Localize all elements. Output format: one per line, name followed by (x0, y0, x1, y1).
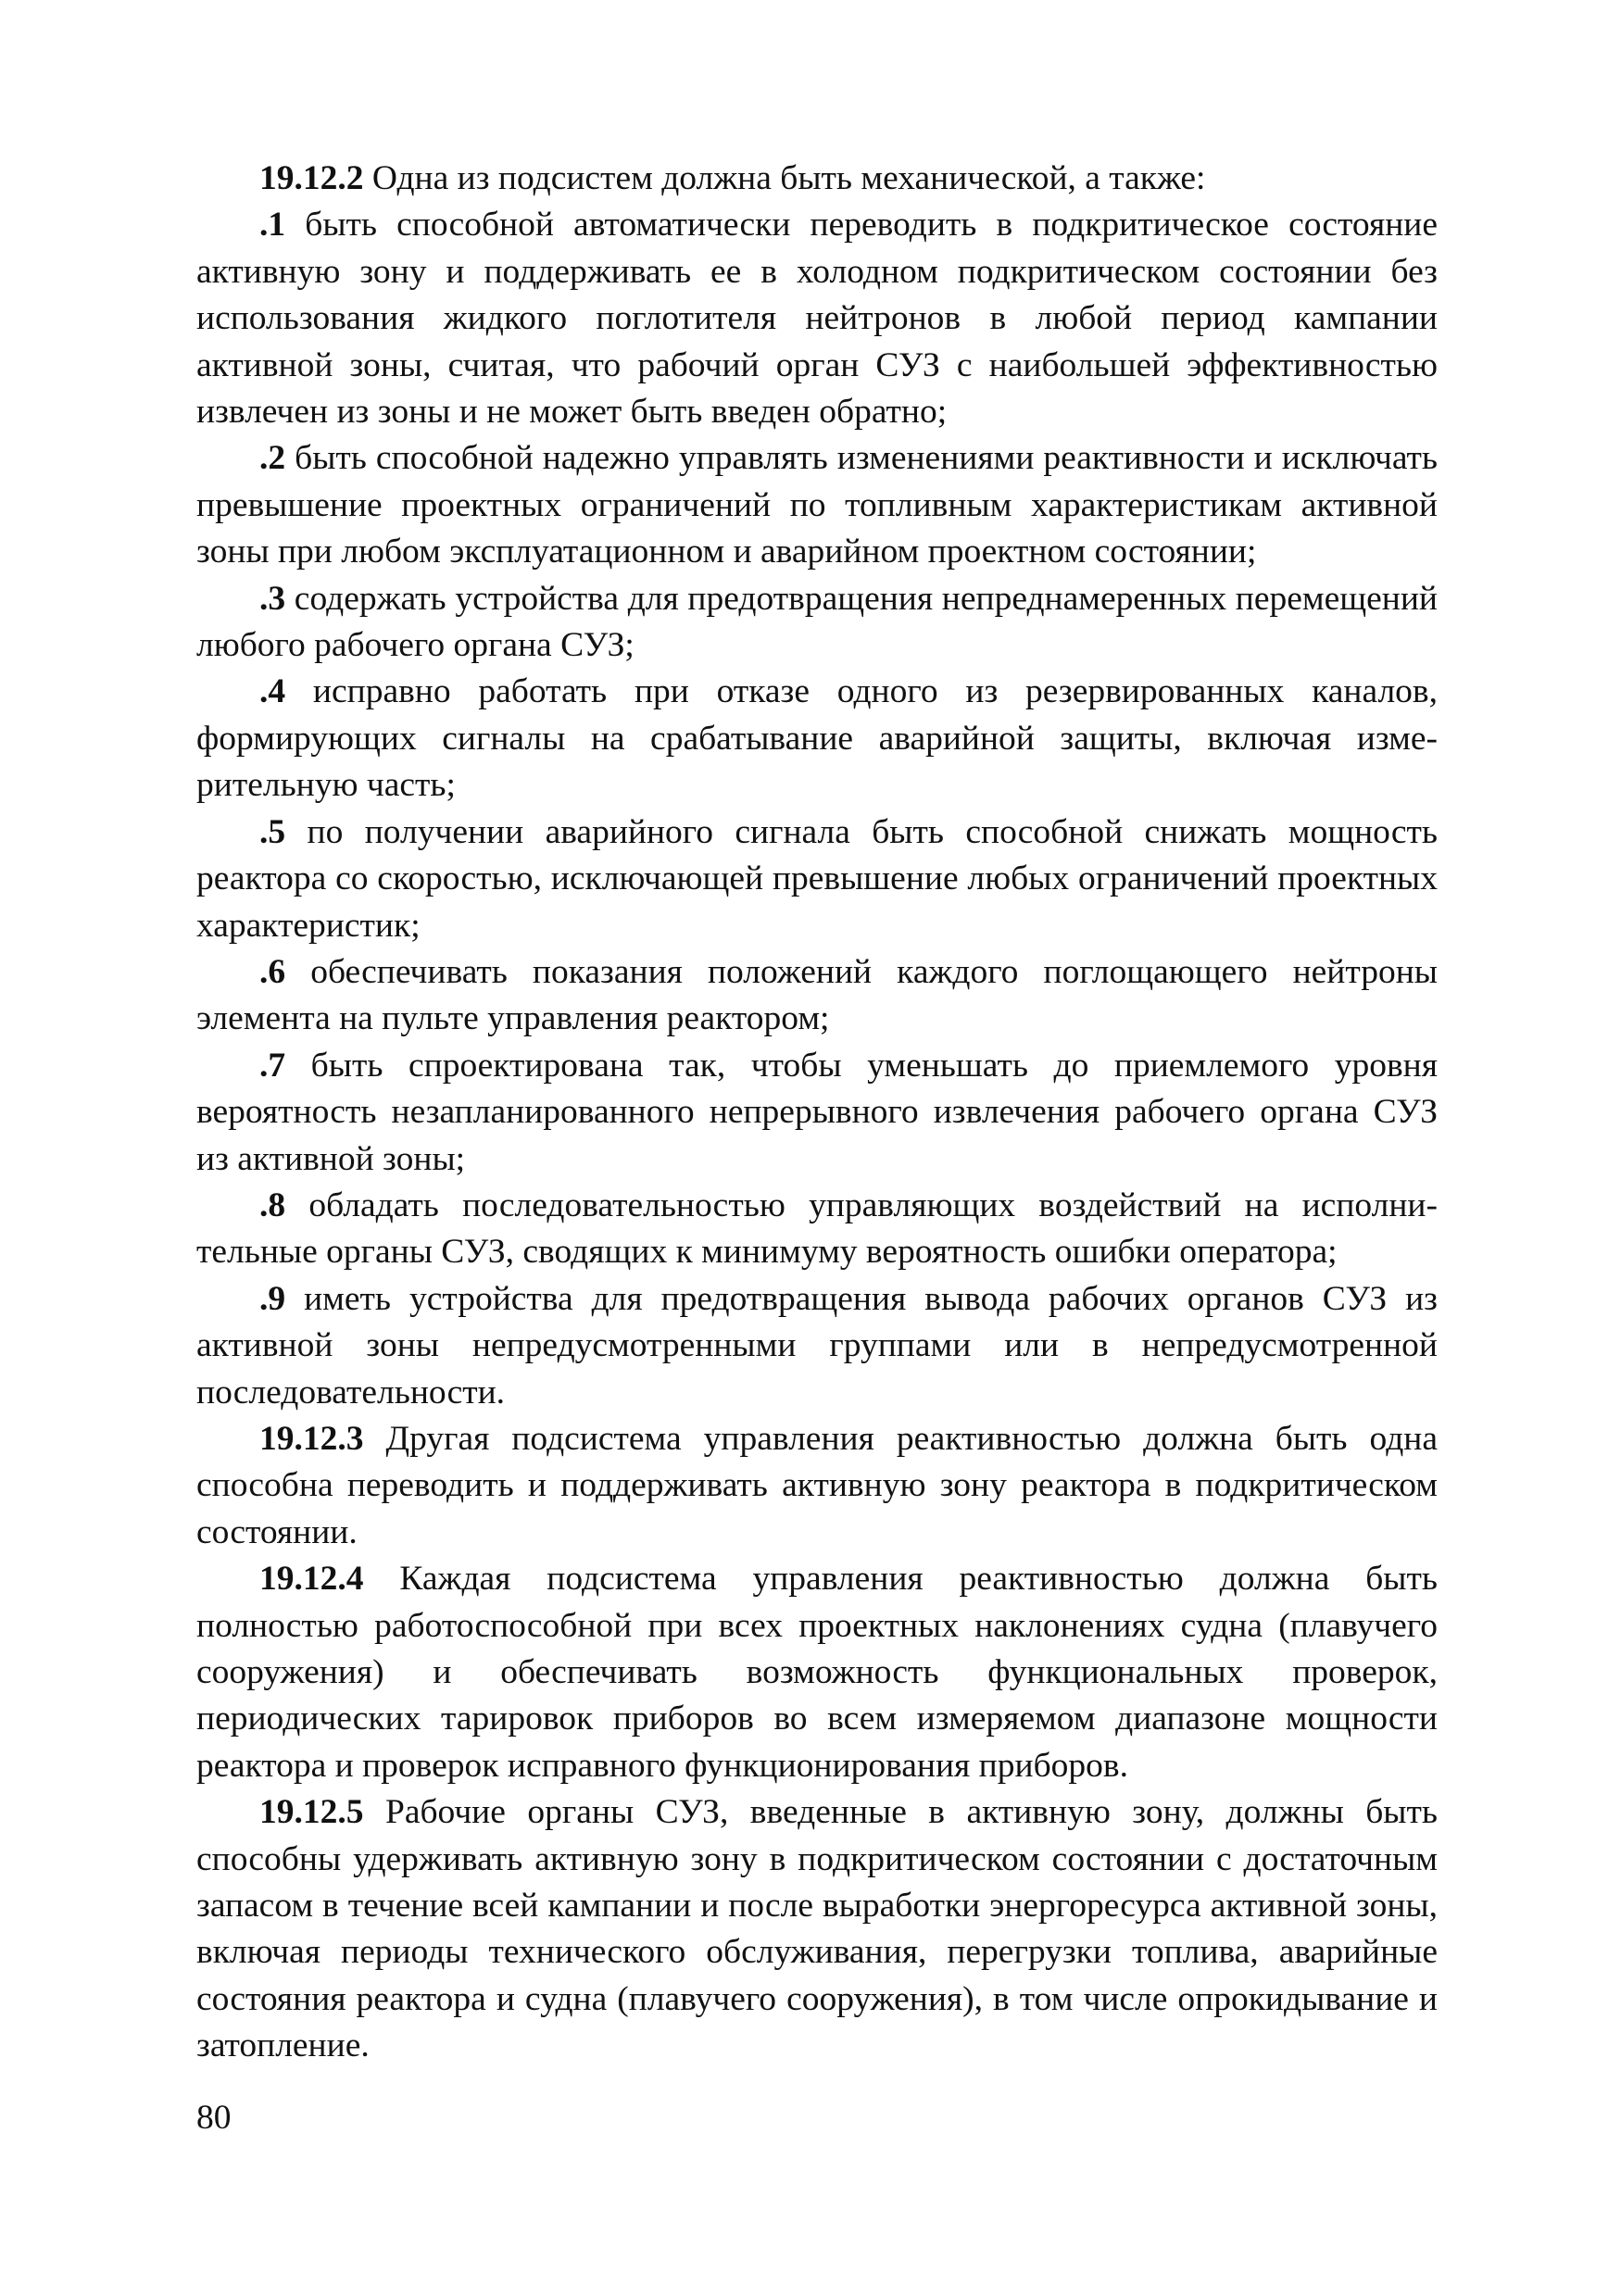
paragraph-19-12-5 (196, 1789, 1438, 2069)
paragraph-item-4 (196, 669, 1438, 809)
clause-text: по получении аварийного сигнала быть способной снижать мощность реактора со скоростью, исключающей превышение любых ограничений проектных характеристик; (196, 812, 1438, 945)
clause-text: быть способной надежно управлять изменениями реактивности и исключать превышение проектных ограничений по топливным характеристикам активной зоны при любом эксплуатационном и аварийном проектном состоянии; (196, 439, 1438, 571)
clause-number: 19.12.5 (259, 1793, 364, 1832)
clause-number: .1 (259, 206, 286, 245)
paragraph-item-1 (196, 202, 1438, 435)
paragraph-item-8 (196, 1183, 1438, 1276)
paragraph-item-6 (196, 949, 1438, 1043)
clause-text: иметь устройства для предотвращения вывода рабочих органов СУЗ из активной зоны непредусмотренными группами или в непредусмотренной последовательности. (196, 1279, 1438, 1411)
clause-text: Рабочие органы СУЗ, введенные в активную зону, должны быть способны удерживать активную зону в подкритическом состоянии с достаточным запасом в течение всей кампании и после выработки энергоресурса активной зоны, включая периоды технического обслуживания, перегрузки топлива, аварийные состояния реактора и судна (плавучего сооружения), в том числе опрокидывание и затопление. (196, 1793, 1438, 2065)
paragraph-item-7 (196, 1043, 1438, 1183)
clause-number: .5 (259, 812, 286, 851)
clause-text: обладать последовательностью управляющих воздействий на исполнительные органы СУЗ, сводящих к минимуму вероятность ошибки оператора; (196, 1186, 1438, 1272)
clause-number: 19.12.3 (259, 1419, 364, 1458)
clause-text: Одна из подсистем должна быть механической, а также: (363, 159, 1206, 197)
clause-text: обеспечивать показания положений каждого поглощающего нейтроны элемента на пульте управления реактором; (196, 952, 1438, 1038)
paragraph-19-12-3 (196, 1416, 1438, 1556)
clause-number: .9 (259, 1279, 286, 1318)
clause-text: Каждая подсистема управления реактивностью должна быть полностью работоспособной при всех проектных наклонениях судна (плавучего сооружения) и обеспечивать возможность функциональных проверок, периодических тарировок приборов во всем измеряемом диапазоне мощности реактора и проверок исправного функционирования приборов. (196, 1560, 1438, 1785)
clause-number: 19.12.2 (259, 159, 364, 197)
paragraph-item-5 (196, 809, 1438, 949)
clause-number: 19.12.4 (259, 1560, 364, 1599)
clause-text: содержать устройства для предотвращения непреднамеренных перемещений любого рабочего органа СУЗ; (196, 579, 1438, 665)
page-body (196, 156, 1438, 2070)
clause-number: .8 (259, 1186, 286, 1224)
paragraph-19-12-4 (196, 1556, 1438, 1789)
clause-number: .7 (259, 1046, 286, 1085)
clause-text: Другая подсистема управления реактивностью должна быть одна способна переводить и поддерживать активную зону реактора в подкритическом состоянии. (196, 1419, 1438, 1551)
clause-text: исправно работать при отказе одного из резервированных каналов, формирующих сигналы на срабатывание аварийной защиты, включая измерительную часть; (196, 672, 1438, 805)
clause-number: .6 (259, 952, 286, 991)
page-number: 80 (196, 2099, 232, 2137)
paragraph-item-3 (196, 576, 1438, 670)
paragraph-19-12-2 (196, 156, 1438, 202)
clause-number: .4 (259, 672, 286, 711)
clause-text: быть способной автоматически переводить в подкритическое состояние активную зону и поддерживать ее в холодном подкритическом состоянии без использования жидкого поглотителя нейтронов в любой период кампании активной зоны, считая, что рабочий орган СУЗ с наибольшей эффективностью извлечен из зоны и не может быть введен обратно; (196, 206, 1438, 432)
clause-text: быть спроектирована так, чтобы уменьшать до приемлемого уровня вероятность незапланированного непрерывного извлечения рабочего органа СУЗ из активной зоны; (196, 1046, 1438, 1178)
clause-number: .2 (259, 439, 286, 478)
paragraph-item-9 (196, 1276, 1438, 1416)
paragraph-item-2 (196, 435, 1438, 575)
clause-number: .3 (259, 579, 286, 618)
